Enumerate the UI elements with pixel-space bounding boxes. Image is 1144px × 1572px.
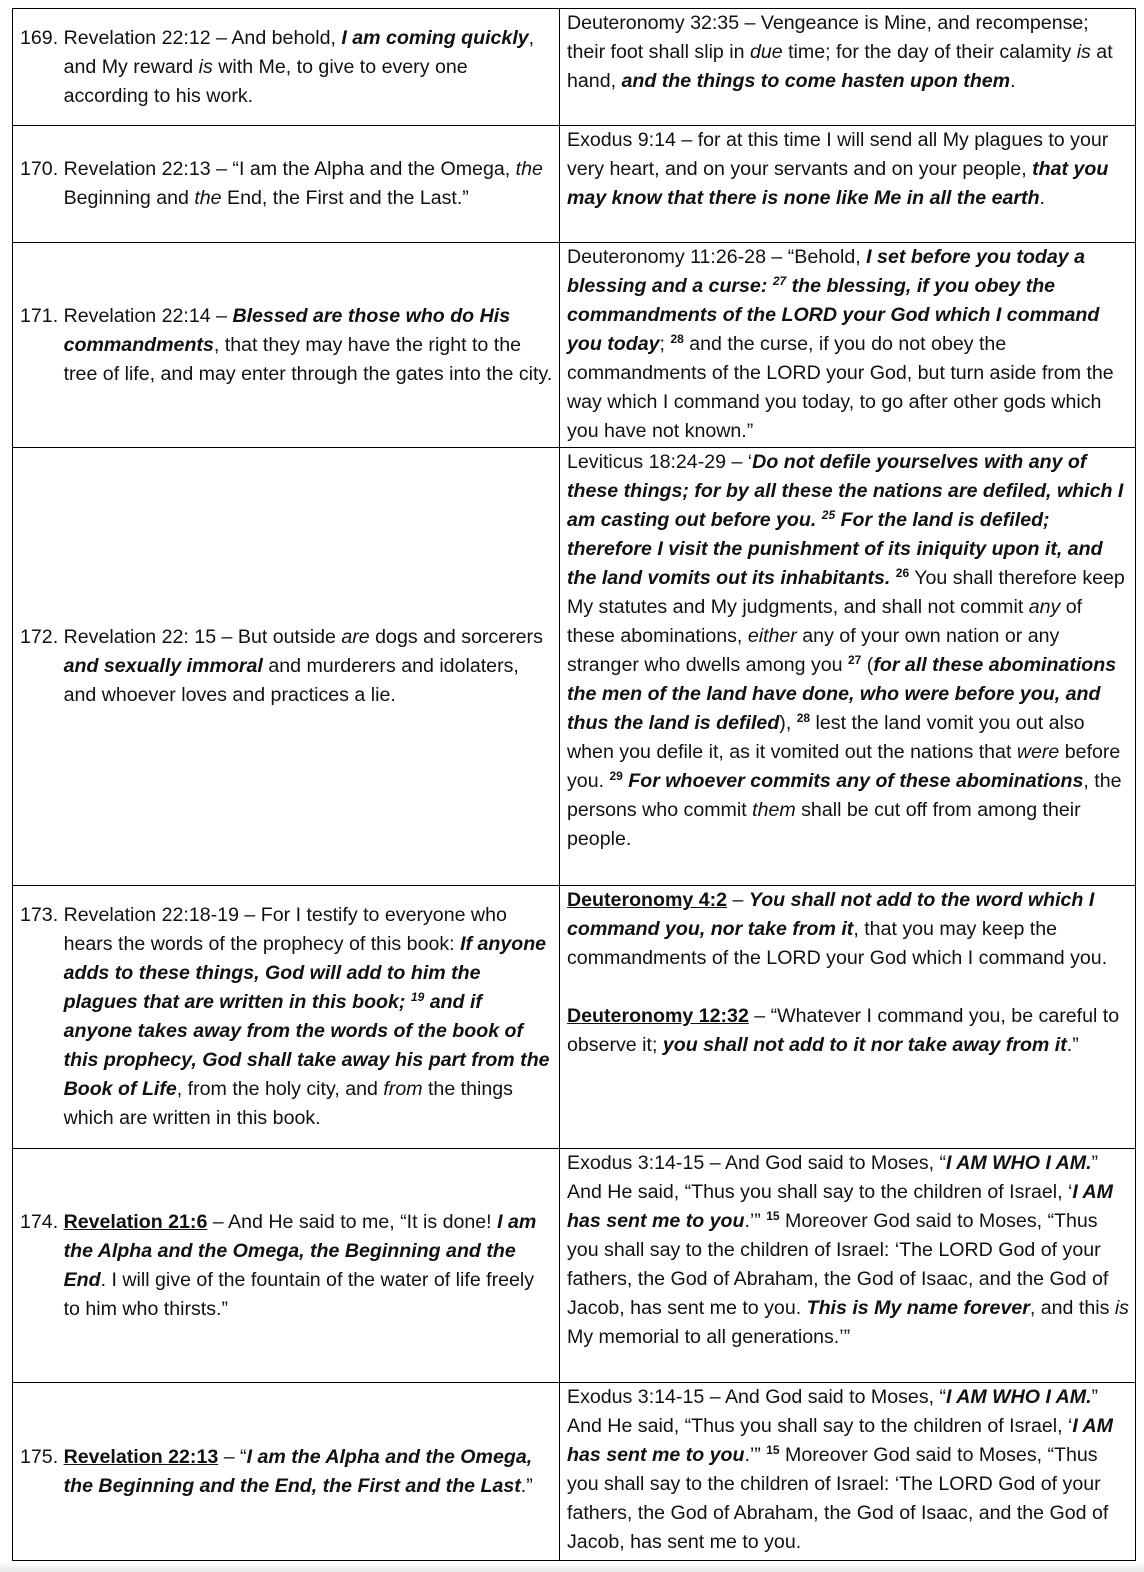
verse-text: Moreover God said to Moses, “Thus you shall say to the children of Israel: ‘The LORD God of your fathers, the God of Abraham, the God of Isaac, and the God of Jacob, has sent me to you. (567, 1444, 1109, 1553)
entry-text (64, 1208, 553, 1324)
old-testament-reference-cell (560, 243, 1136, 448)
verse-text: with Me, to give to every one according to his work. (63, 55, 468, 107)
emphasis-text: is (1114, 1297, 1129, 1319)
entry-number: 171. (20, 304, 64, 327)
emphasis-text: and the things to come hasten upon them (621, 70, 1011, 92)
verse-text: and the curse, if you do not obey the commandments of the LORD your God, but turn aside from the way which I command you today, to go after other gods which you have not known.” (567, 333, 1114, 442)
verse-number: 28 (796, 711, 811, 725)
emphasis-text: This is My name forever (806, 1297, 1030, 1319)
verse-text: , that they may have the right to the tree of life, and may enter through the gates into the city. (63, 333, 553, 385)
emphasis-text: I am the Alpha and the Omega, the Beginning and the End, the First and the Last (63, 1445, 533, 1497)
emphasis-text: I am the Alpha and the Omega, the Beginning and the End (63, 1210, 537, 1291)
emphasis-text: for all these abominations the men of the land have done, who were before you, and thus the land is defiled (567, 654, 1117, 734)
entry-text (64, 901, 553, 1133)
verse-text: dogs and sorcerers (369, 626, 543, 648)
verse-text: .” (1066, 1034, 1079, 1056)
old-testament-reference-cell (560, 448, 1136, 886)
table-row (13, 243, 1136, 448)
entry-text (64, 24, 553, 111)
verse-text: Revelation 22:12 – And behold, (63, 26, 342, 49)
verse-text: at hand, (567, 41, 1113, 92)
verse-text: , from the holy city, and (176, 1078, 384, 1100)
emphasis-text: I AM WHO I AM. (946, 1386, 1092, 1408)
page-bottom-shadow (0, 1562, 1144, 1572)
verse-text: the things which are written in this book. (63, 1078, 513, 1129)
emphasis-text: the (194, 187, 222, 209)
verse-text: lest the land vomit you out also when you defile it, as it vomited out the nations that (567, 712, 1085, 763)
verse-text: any of your own nation or any stranger who dwells among you (567, 625, 1060, 676)
emphasis-text: due (749, 41, 783, 63)
emphasis-text: Do not defile yourselves with any of these things; for by all these the nations are defiled, which I am casting out before you. (567, 451, 1124, 531)
verse-text: , the persons who commit (567, 770, 1122, 821)
paragraph-gap (567, 973, 1129, 1002)
emphasis-text: either (747, 625, 797, 647)
emphasis-text: any (1028, 596, 1061, 618)
emphasis-text: If anyone adds to these things, God will add to him the plagues that are written in this book; (63, 933, 547, 1013)
numbered-entry (20, 1208, 553, 1324)
table-row (13, 1149, 1136, 1383)
entry-number: 170. (20, 158, 64, 180)
verse-text: Revelation 22:13 – “I am the Alpha and the Omega, (63, 158, 516, 180)
entry-text (64, 1443, 553, 1501)
emphasis-text: from (383, 1078, 423, 1100)
emphasis-text: is (1076, 41, 1091, 63)
emphasis-text: is (198, 55, 213, 78)
verse-text: . I will give of the fountain of the water of life freely to him who thirsts.” (63, 1268, 535, 1320)
emphasis-text: I AM has sent me to you (567, 1181, 1113, 1232)
table-row (13, 1383, 1136, 1561)
verse-text: Exodus 9:14 – for at this time I will send all My plagues to your very heart, and on your servants and on your people, (567, 129, 1109, 180)
emphasis-text: For the land is defiled; therefore I visit the punishment of its iniquity upon it, and the land vomits out its inhabitants. (567, 509, 1103, 589)
verse-text: – (727, 889, 749, 911)
cross-reference-table (12, 8, 1136, 1561)
emphasis-text: I AM WHO I AM. (946, 1152, 1092, 1174)
verse-text: .” (520, 1474, 533, 1497)
numbered-entry (20, 155, 553, 213)
verse-text: , and My reward (63, 26, 535, 78)
revelation-verse-cell (13, 1383, 560, 1561)
emphasis-text: are (341, 626, 370, 648)
table-row (13, 9, 1136, 126)
emphasis-text: I am coming quickly (341, 26, 529, 49)
verse-text: Revelation 22: 15 – But outside (63, 626, 342, 648)
verse-text: , and this (1029, 1297, 1115, 1319)
verse-text: Leviticus 18:24-29 – ‘ (567, 451, 753, 473)
verse-text: ( (861, 654, 874, 676)
emphasis-text: For whoever commits any of these abominations (622, 770, 1084, 792)
verse-text: ” And He said, “Thus you shall say to the children of Israel, ‘ (567, 1152, 1099, 1203)
entry-number: 169. (20, 26, 64, 49)
verse-text: time; for the day of their calamity (782, 41, 1077, 63)
emphasis-text: were (1016, 741, 1060, 763)
verse-text: You shall therefore keep My statutes and My judgments, and shall not commit (567, 567, 1125, 618)
verse-text: Revelation 22:18-19 – For I testify to everyone who hears the words of the prophecy of this book: (63, 904, 507, 955)
verse-text: ; (659, 333, 671, 355)
old-testament-reference-cell (560, 1149, 1136, 1383)
verse-text: of these abominations, (567, 596, 1083, 647)
old-testament-reference-cell (560, 126, 1136, 243)
revelation-verse-cell (13, 9, 560, 126)
verse-text: Revelation 22:14 – (63, 304, 233, 327)
table-row (13, 448, 1136, 886)
verse-text: ” And He said, “Thus you shall say to the children of Israel, ‘ (567, 1386, 1099, 1437)
verse-text: . (1010, 70, 1016, 92)
verse-text: – “Whatever I command you, be careful to observe it; (567, 1005, 1120, 1056)
emphasis-text: I set before you today a blessing and a curse: (567, 246, 1086, 297)
entry-text (64, 155, 553, 213)
numbered-entry (20, 901, 553, 1133)
verse-text: shall be cut off from among their people. (567, 799, 1081, 850)
verse-text: Deuteronomy 11:26-28 – “Behold, (567, 246, 867, 268)
old-testament-reference-cell (560, 886, 1136, 1149)
revelation-verse-cell (13, 448, 560, 886)
scripture-reference: Deuteronomy 4:2 (567, 889, 728, 911)
scripture-reference: Revelation 22:13 (63, 1445, 219, 1468)
emphasis-text: I AM has sent me to you (567, 1415, 1113, 1466)
verse-text: .’” (744, 1210, 767, 1232)
numbered-entry (20, 24, 553, 111)
emphasis-text: the blessing, if you obey the commandments of the LORD your God which I command you today (567, 275, 1100, 355)
reference-paragraph (567, 1002, 1129, 1060)
verse-text: .’” (744, 1444, 767, 1466)
verse-text: ), (779, 712, 797, 734)
reference-paragraph (567, 1149, 1129, 1352)
verse-number: 26 (895, 566, 910, 580)
emphasis-text: you shall not add to it nor take away from it (662, 1034, 1067, 1056)
verse-number: 29 (609, 769, 623, 783)
verse-text: Exodus 3:14-15 – And God said to Moses, “ (567, 1386, 947, 1408)
reference-paragraph (567, 9, 1129, 96)
reference-paragraph (567, 1383, 1129, 1557)
verse-text: Exodus 3:14-15 – And God said to Moses, “ (567, 1152, 947, 1174)
verse-number: 15 (766, 1443, 780, 1457)
verse-text: Moreover God said to Moses, “Thus you shall say to the children of Israel: ‘The LORD God of your fathers, the God of Abraham, the God of Isaac, and the God of Jacob, has sent me to you. (567, 1210, 1109, 1319)
entry-number: 172. (20, 626, 64, 648)
table-body (13, 9, 1136, 1561)
verse-number: 27 (848, 653, 862, 667)
verse-text: – And He said to me, “It is done! (207, 1210, 498, 1233)
emphasis-text: Blessed are those who do His commandments (63, 304, 511, 356)
entry-text (64, 302, 553, 389)
scripture-reference: Revelation 21:6 (63, 1210, 208, 1233)
entry-text (64, 623, 553, 710)
emphasis-text: the (515, 158, 543, 180)
reference-paragraph (567, 886, 1129, 973)
emphasis-text: and if anyone takes away from the words of the book of this prophecy, God shall take away his part from the Book of Life (63, 991, 550, 1100)
numbered-entry (20, 302, 553, 389)
verse-text: and murderers and idolaters, and whoever loves and practices a lie. (63, 655, 519, 706)
revelation-verse-cell (13, 886, 560, 1149)
table-row (13, 126, 1136, 243)
verse-text: , that you may keep the commandments of the LORD your God which I command you. (567, 918, 1108, 969)
reference-paragraph (567, 126, 1129, 213)
reference-paragraph (567, 448, 1129, 854)
verse-text: before you. (567, 741, 1121, 792)
emphasis-text: You shall not add to the word which I command you, nor take from it (567, 889, 1095, 940)
old-testament-reference-cell (560, 9, 1136, 126)
revelation-verse-cell (13, 126, 560, 243)
verse-number: 19 (410, 990, 425, 1004)
emphasis-text: that you may know that there is none like Me in all the earth (567, 158, 1109, 209)
verse-text: Beginning and (63, 187, 195, 209)
verse-number: 25 (821, 508, 836, 522)
verse-text: End, the First and the Last.” (221, 187, 469, 209)
old-testament-reference-cell (560, 1383, 1136, 1561)
emphasis-text: them (752, 799, 796, 821)
numbered-entry (20, 1443, 553, 1501)
verse-text: . (1039, 187, 1045, 209)
verse-number: 15 (766, 1209, 780, 1223)
verse-text: Deuteronomy 32:35 – Vengeance is Mine, and recompense; their foot shall slip in (567, 12, 1089, 63)
reference-paragraph (567, 243, 1129, 446)
verse-number: 27 (772, 274, 787, 288)
revelation-verse-cell (13, 1149, 560, 1383)
entry-number: 175. (20, 1445, 64, 1468)
revelation-verse-cell (13, 243, 560, 448)
table-row (13, 886, 1136, 1149)
scripture-reference: Deuteronomy 12:32 (567, 1005, 749, 1027)
verse-text: – “ (218, 1445, 247, 1468)
entry-number: 173. (20, 904, 64, 926)
emphasis-text: and sexually immoral (63, 655, 263, 677)
verse-number: 28 (670, 332, 684, 346)
verse-text: My memorial to all generations.’” (567, 1326, 851, 1348)
numbered-entry (20, 623, 553, 710)
entry-number: 174. (20, 1210, 64, 1233)
